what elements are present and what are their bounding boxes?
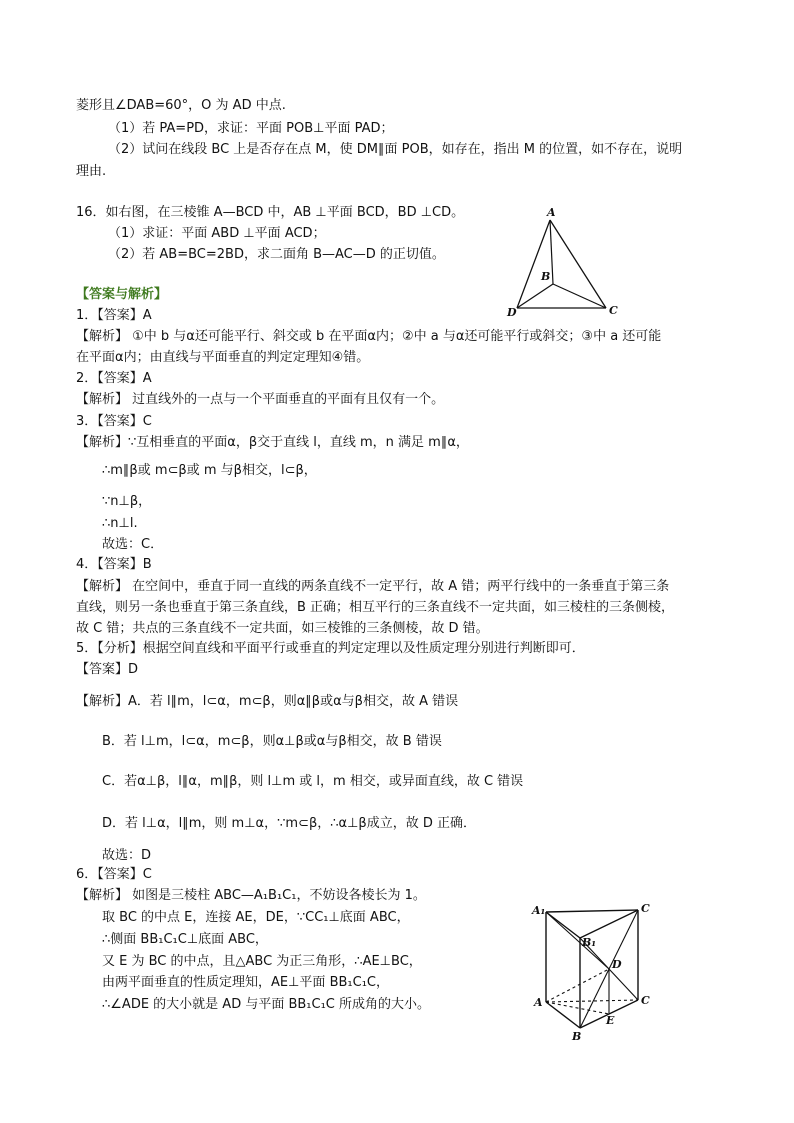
answer-2: 2．【答案】A xyxy=(76,371,152,386)
explanation-5-choose: 故选：D xyxy=(102,848,152,863)
label-d: D xyxy=(612,958,622,971)
explanation-6: 又 E 为 BC 的中点，且△ABC 为正三角形，∴AE⊥BC， xyxy=(102,954,422,969)
edge-b1c1 xyxy=(580,910,638,938)
explanation-3: ∴m∥β或 m⊂β或 m 与β相交，l⊂β， xyxy=(102,463,317,478)
explanation-3: 【解析】∵互相垂直的平面α，β交于直线 l，直线 m，n 满足 m∥α， xyxy=(76,435,469,450)
label-a: A xyxy=(547,206,556,219)
label-b: B xyxy=(572,1030,582,1042)
text-line: （2）试问在线段 BC 上是否存在点 M，使 DM∥面 POB，如存在，指出 M 的位置，如不存在，说明 xyxy=(108,142,683,157)
edge-ae xyxy=(546,1002,609,1014)
problem-16-stem: 16．如右图，在三棱锥 A—BCD 中，AB ⊥平面 BCD，BD ⊥CD。 xyxy=(76,205,465,220)
edge-ad xyxy=(517,220,550,308)
explanation-3: ∵n⊥β， xyxy=(102,494,152,509)
label-b: B xyxy=(541,270,551,283)
text-line: （1）若 PA=PD，求证：平面 POB⊥平面 PAD； xyxy=(108,121,394,136)
answers-header: 【答案与解析】 xyxy=(76,287,168,302)
explanation-3: 故选：C． xyxy=(102,537,164,552)
tetrahedron-figure xyxy=(505,202,625,320)
label-c: C xyxy=(641,994,650,1007)
answer-1: 1．【答案】A xyxy=(76,308,152,323)
explanation-4: 直线，则另一条也垂直于第三条直线，B 正确；相互平行的三条直线不一定共面，如三棱柱的三条侧棱， xyxy=(76,600,675,615)
answer-3: 3．【答案】C xyxy=(76,414,152,429)
analysis-5: 5．【分析】根据空间直线和平面平行或垂直的判定定理以及性质定理分别进行判断即可． xyxy=(76,641,585,656)
explanation-6: ∴侧面 BB₁C₁C⊥底面 ABC， xyxy=(102,932,268,947)
explanation-5-c: C．若α⊥β，l∥α，m∥β，则 l⊥m 或 l，m 相交，或异面直线，故 C 错误 xyxy=(102,774,524,789)
explanation-4: 【解析】 在空间中，垂直于同一直线的两条直线不一定平行，故 A 错；两平行线中的一条垂直于第三条 xyxy=(76,579,670,594)
explanation-1: 【解析】 ①中 b 与α还可能平行、斜交或 b 在平面α内；②中 a 与α还可能平行或斜交；③中 a 还可能 xyxy=(76,329,662,344)
answer-6: 6．【答案】C xyxy=(76,867,152,882)
explanation-6: 【解析】 如图是三棱柱 ABC—A₁B₁C₁，不妨设各棱长为 1。 xyxy=(76,888,426,903)
explanation-6: 由两平面垂直的性质定理知，AE⊥平面 BB₁C₁C， xyxy=(102,975,389,990)
answer-5: 【答案】D xyxy=(76,662,139,677)
label-e: E xyxy=(606,1014,615,1027)
explanation-6: ∴∠ADE 的大小就是 AD 与平面 BB₁C₁C 所成角的大小。 xyxy=(102,997,431,1012)
explanation-6: 取 BC 的中点 E，连接 AE，DE，∵CC₁⊥底面 ABC， xyxy=(102,910,410,925)
label-c1: C xyxy=(641,902,650,915)
edge-bd xyxy=(517,284,553,308)
text-line: 理由. xyxy=(76,164,107,179)
label-c: C xyxy=(609,304,618,317)
edge-ab xyxy=(550,220,553,284)
explanation-5-d: D．若 l⊥α，l∥m，则 m⊥α，∵m⊂β，∴α⊥β成立，故 D 正确． xyxy=(102,816,476,831)
edge-ad xyxy=(546,969,609,1002)
problem-16-part2: （2）若 AB=BC=2BD，求二面角 B—AC—D 的正切值。 xyxy=(108,247,445,262)
text-line: 菱形且∠DAB=60°，O 为 AD 中点. xyxy=(76,98,286,113)
explanation-5-a: 【解析】A．若 l∥m，l⊂α，m⊂β，则α∥β或α与β相交，故 A 错误 xyxy=(76,694,459,709)
problem-16-part1: （1）求证：平面 ABD ⊥平面 ACD； xyxy=(108,226,326,241)
edge-a1d xyxy=(546,912,609,969)
answer-4: 4．【答案】B xyxy=(76,557,152,572)
edge-ab xyxy=(546,1002,580,1028)
explanation-3: ∴n⊥l. xyxy=(102,516,138,531)
edge-ac xyxy=(546,1000,638,1002)
explanation-4: 故 C 错；共点的三条直线不一定共面，如三棱锥的三条侧棱，故 D 错。 xyxy=(76,621,489,636)
explanation-2: 【解析】 过直线外的一点与一个平面垂直的平面有且仅有一个。 xyxy=(76,392,445,407)
edge-a1c1 xyxy=(546,910,638,912)
label-a: A xyxy=(534,996,543,1009)
explanation-1: 在平面α内；由直线与平面垂直的判定定理知④错。 xyxy=(76,350,370,365)
explanation-5-b: B．若 l⊥m，l⊂α，m⊂β，则α⊥β或α与β相交，故 B 错误 xyxy=(102,734,442,749)
prism-figure xyxy=(528,900,656,1042)
label-d: D xyxy=(507,306,517,319)
label-b1: B₁ xyxy=(582,936,597,949)
label-a1: A₁ xyxy=(532,904,546,917)
